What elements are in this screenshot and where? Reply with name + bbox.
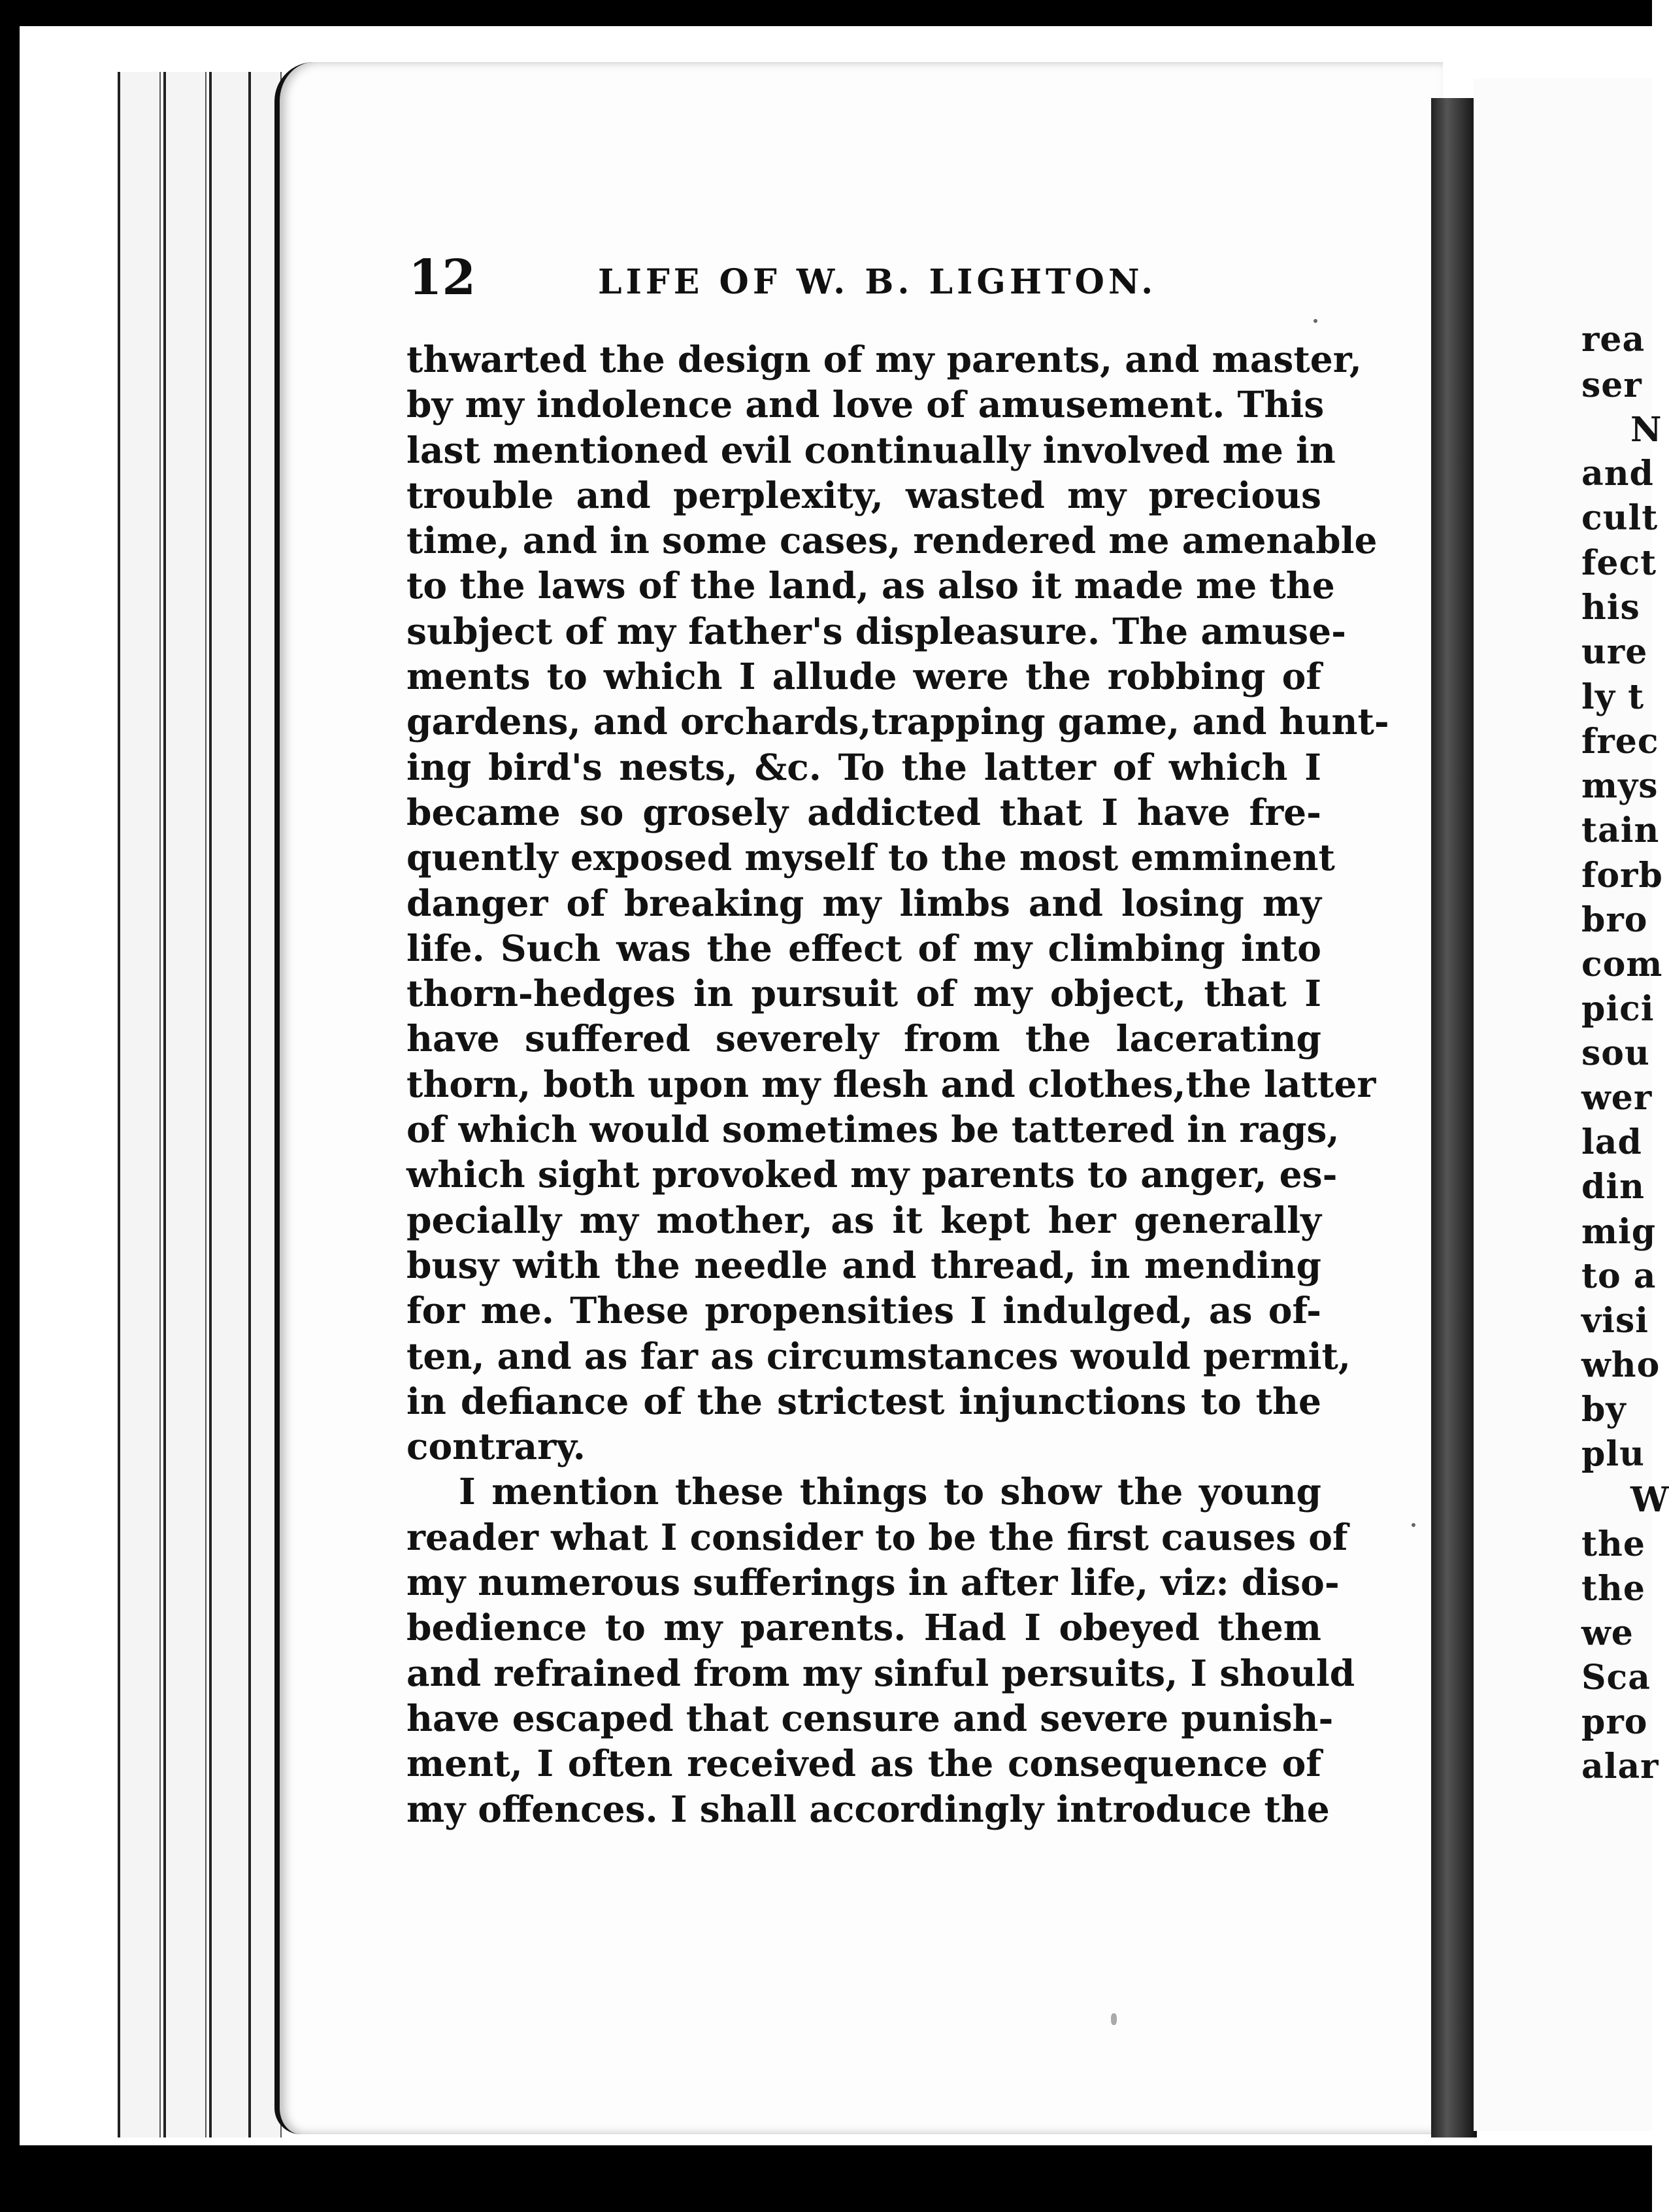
facing-page-fragment: who xyxy=(1581,1345,1661,1385)
book-gutter-shadow xyxy=(1431,98,1477,2137)
book-edge-layer xyxy=(163,72,207,2137)
text-line: ment, I often received as the consequence of xyxy=(406,1742,1321,1785)
facing-page-fragment: plu xyxy=(1581,1434,1645,1474)
facing-page-fragment: pro xyxy=(1581,1702,1648,1742)
text-line: ing bird's nests, &c. To the latter of which I xyxy=(406,745,1321,788)
facing-page-fragment: lad xyxy=(1581,1122,1642,1162)
text-line: trouble and perplexity, wasted my precious xyxy=(406,473,1321,516)
text-line: quently exposed myself to the most emminent xyxy=(406,836,1335,879)
page-body-text xyxy=(406,337,1389,1832)
book-edge-layer xyxy=(209,72,252,2137)
text-line: time, and in some cases, rendered me amenable xyxy=(406,519,1378,562)
facing-page-fragment: frec xyxy=(1581,722,1659,762)
text-line: have escaped that censure and severe punish- xyxy=(406,1696,1334,1739)
facing-page-fragment: ure xyxy=(1581,632,1648,672)
running-title: LIFE OF W. B. LIGHTON. xyxy=(598,262,1157,302)
text-line: pecially my mother, as it kept her generally xyxy=(406,1198,1321,1241)
facing-page-fragment: wer xyxy=(1581,1078,1653,1118)
text-line: reader what I consider to be the first causes of xyxy=(406,1515,1348,1558)
text-line: and refrained from my sinful persuits, I should xyxy=(406,1651,1355,1694)
facing-page-fragment: din xyxy=(1581,1167,1645,1207)
facing-page-fragment: the xyxy=(1581,1569,1645,1609)
text-line: my offences. I shall accordingly introduce the xyxy=(406,1787,1330,1830)
facing-page-fragment: mys xyxy=(1581,766,1659,806)
facing-page-fragment: fect xyxy=(1581,543,1657,583)
facing-page-fragment: mig xyxy=(1581,1212,1657,1252)
scan-border-left xyxy=(0,0,20,2212)
scan-border-top xyxy=(0,0,1652,26)
facing-page-fragment: to a xyxy=(1581,1256,1657,1296)
facing-page-fragment: the xyxy=(1581,1524,1645,1564)
text-line: ten, and as far as circumstances would permit, xyxy=(406,1334,1351,1377)
text-line: thwarted the design of my parents, and master, xyxy=(406,338,1362,380)
facing-page-fragment: we xyxy=(1581,1613,1634,1653)
running-header xyxy=(408,252,1336,304)
text-line: my numerous sufferings in after life, viz: diso- xyxy=(406,1561,1340,1604)
facing-page-fragment: rea xyxy=(1581,320,1645,360)
page-number: 12 xyxy=(408,250,476,306)
facing-page-fragment: alar xyxy=(1581,1747,1659,1786)
facing-page-fragment: pici xyxy=(1581,989,1655,1029)
facing-page-fragment: W xyxy=(1630,1480,1669,1520)
ink-speck xyxy=(1412,1523,1415,1527)
text-line: I mention these things to show the young xyxy=(459,1470,1321,1513)
text-line: in defiance of the strictest injunctions to the xyxy=(406,1379,1321,1422)
facing-page-fragment: forb xyxy=(1581,856,1663,896)
text-line: life. Such was the effect of my climbing into xyxy=(406,926,1321,969)
text-line: for me. These propensities I indulged, as of- xyxy=(406,1289,1321,1332)
text-line: busy with the needle and thread, in mending xyxy=(406,1243,1321,1286)
text-line: thorn-hedges in pursuit of my object, that I xyxy=(406,972,1321,1015)
facing-page-fragment: his xyxy=(1581,588,1640,628)
facing-page-fragment: by xyxy=(1581,1390,1627,1430)
facing-page-fragment: ly t xyxy=(1581,677,1645,717)
text-line: danger of breaking my limbs and losing my xyxy=(406,881,1321,924)
facing-page-fragment: bro xyxy=(1581,900,1648,940)
facing-page-fragment: tain xyxy=(1581,811,1660,850)
facing-page-fragment: com xyxy=(1581,945,1663,984)
text-line: last mentioned evil continually involved me in xyxy=(406,428,1336,471)
facing-page-fragment: N xyxy=(1630,410,1662,450)
facing-page-fragment: and xyxy=(1581,454,1654,494)
scan-border-bottom xyxy=(0,2145,1652,2212)
ink-speck xyxy=(1314,319,1317,323)
text-line: have suffered severely from the lacerating xyxy=(406,1017,1321,1060)
facing-page-fragment: visi xyxy=(1581,1301,1649,1341)
text-line: to the laws of the land, as also it made me the xyxy=(406,564,1335,607)
ink-speck xyxy=(1111,2013,1117,2025)
facing-page-fragment: ser xyxy=(1581,365,1642,405)
text-line: thorn, both upon my flesh and clothes,the latter xyxy=(406,1062,1376,1105)
text-line: gardens, and orchards,trapping game, and hunt- xyxy=(406,700,1389,743)
text-line: became so grosely addicted that I have fre- xyxy=(406,790,1321,833)
book-edge-layer xyxy=(118,72,161,2137)
text-line: subject of my father's displeasure. The amuse- xyxy=(406,609,1346,652)
text-line: ments to which I allude were the robbing of xyxy=(406,655,1321,698)
text-line: by my indolence and love of amusement. This xyxy=(406,383,1325,426)
facing-page-fragment: Sca xyxy=(1581,1658,1651,1698)
facing-page-fragment: cult xyxy=(1581,498,1659,538)
text-line: contrary. xyxy=(406,1425,586,1468)
text-line: bedience to my parents. Had I obeyed them xyxy=(406,1606,1321,1649)
text-line: of which would sometimes be tattered in rags, xyxy=(406,1108,1340,1151)
facing-page-fragment: sou xyxy=(1581,1033,1650,1073)
text-line: which sight provoked my parents to anger, es- xyxy=(406,1153,1338,1196)
